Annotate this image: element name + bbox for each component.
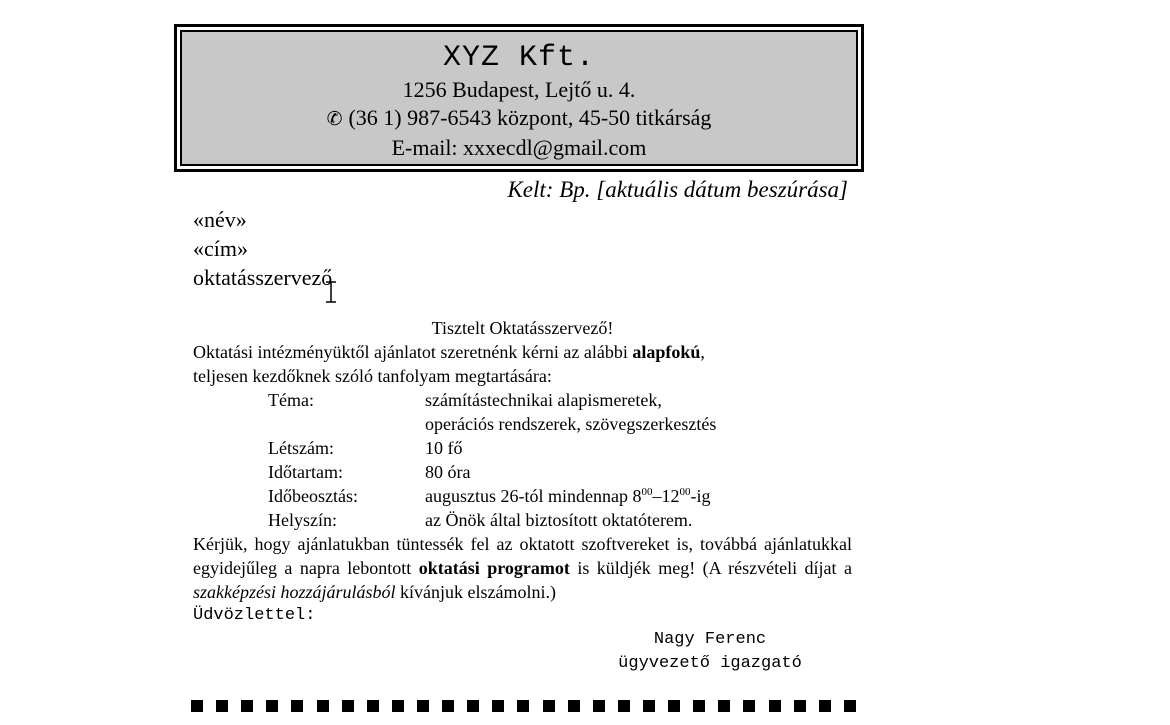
separator-dash bbox=[543, 700, 555, 712]
request-bold: oktatási programot bbox=[418, 558, 570, 578]
detail-value: az Önök által biztosított oktatóterem. bbox=[425, 510, 693, 530]
letter-body bbox=[193, 316, 852, 628]
company-email: E-mail: xxxecdl@gmail.com bbox=[391, 135, 647, 160]
separator-dash bbox=[291, 700, 303, 712]
request-text-3: kívánjuk elszámolni.) bbox=[395, 582, 556, 602]
recipient-name-field[interactable]: «név» bbox=[193, 207, 247, 232]
separator-dash bbox=[643, 700, 655, 712]
detail-label: Időbeosztás: bbox=[268, 486, 358, 506]
phone-icon: ✆ bbox=[326, 109, 343, 130]
text-cursor-icon bbox=[325, 281, 337, 303]
separator-dash bbox=[844, 700, 856, 712]
topic-value-2: operációs rendszerek, szövegszerkesztés bbox=[425, 414, 717, 434]
separator-dash bbox=[794, 700, 806, 712]
separator-dash bbox=[191, 700, 203, 712]
request-paragraph bbox=[193, 532, 852, 604]
separator-dash bbox=[568, 700, 580, 712]
company-name: XYZ Kft. bbox=[442, 41, 596, 75]
separator-dash bbox=[718, 700, 730, 712]
detail-row bbox=[268, 460, 852, 484]
separator-dash bbox=[618, 700, 630, 712]
separator-dash bbox=[819, 700, 831, 712]
intro-line-2: teljesen kezdőknek szóló tanfolyam megtartására: bbox=[193, 366, 552, 386]
request-italic: szakképzési hozzájárulásból bbox=[193, 582, 396, 602]
separator-dash bbox=[467, 700, 479, 712]
letterhead-box bbox=[174, 24, 864, 172]
detail-row bbox=[268, 484, 852, 508]
request-text-1: Kérjük, hogy ajánlatukban tüntessék fel az oktatott szoftvereket is, továbbá ajánlatukkal egyidejűleg a napra lebontott bbox=[193, 534, 852, 578]
schedule-sup-2: 00 bbox=[679, 486, 691, 498]
detail-row bbox=[268, 388, 852, 436]
company-phone-line bbox=[182, 104, 856, 134]
detail-row bbox=[268, 508, 852, 532]
recipient-role: oktatásszervező bbox=[193, 265, 333, 290]
detail-label: Helyszín: bbox=[268, 510, 337, 530]
detail-value: 80 óra bbox=[425, 462, 471, 482]
separator-dash bbox=[442, 700, 454, 712]
separator-dash bbox=[743, 700, 755, 712]
separator-dash bbox=[266, 700, 278, 712]
signature-block bbox=[560, 628, 860, 676]
detail-label: Időtartam: bbox=[268, 462, 343, 482]
separator-dash bbox=[417, 700, 429, 712]
schedule-pre: augusztus 26-tól mindennap 8 bbox=[425, 486, 642, 506]
schedule-post: -ig bbox=[690, 486, 711, 506]
separator-dash bbox=[517, 700, 529, 712]
company-address: 1256 Budapest, Lejtő u. 4. bbox=[402, 77, 636, 102]
detail-value bbox=[425, 388, 852, 436]
separator-dash bbox=[769, 700, 781, 712]
detail-row bbox=[268, 436, 852, 460]
course-details bbox=[268, 388, 852, 532]
separator-dash bbox=[668, 700, 680, 712]
recipient-address-field[interactable]: «cím» bbox=[193, 236, 248, 261]
separator-dash bbox=[241, 700, 253, 712]
separator-dash bbox=[367, 700, 379, 712]
detail-label: Téma: bbox=[268, 390, 314, 410]
detail-value bbox=[425, 484, 852, 508]
schedule-sup-1: 00 bbox=[641, 486, 653, 498]
closing: Üdvözlettel: bbox=[193, 606, 316, 625]
separator-dash bbox=[593, 700, 605, 712]
separator-dash bbox=[317, 700, 329, 712]
recipient-block bbox=[193, 205, 332, 292]
separator-dash bbox=[216, 700, 228, 712]
page-break-line bbox=[191, 700, 856, 712]
greeting: Tisztelt Oktatásszervező! bbox=[431, 318, 614, 338]
schedule-mid: –12 bbox=[652, 486, 680, 506]
detail-value: 10 fő bbox=[425, 438, 463, 458]
detail-label: Létszám: bbox=[268, 438, 334, 458]
separator-dash bbox=[342, 700, 354, 712]
signer-title: ügyvezető igazgató bbox=[618, 654, 802, 673]
intro-bold: alapfokú bbox=[632, 342, 701, 362]
separator-dash bbox=[392, 700, 404, 712]
request-text-2: is küldjék meg! (A részvételi díjat a bbox=[569, 558, 852, 578]
topic-value-1: számítástechnikai alapismeretek, bbox=[425, 390, 662, 410]
separator-dash bbox=[693, 700, 705, 712]
letterhead-inner bbox=[180, 30, 858, 166]
company-phone: (36 1) 987-6543 központ, 45-50 titkárság bbox=[348, 105, 712, 130]
intro-comma: , bbox=[700, 342, 705, 362]
date-line: Kelt: Bp. [aktuális dátum beszúrása] bbox=[507, 177, 848, 202]
separator-dash bbox=[492, 700, 504, 712]
intro-paragraph bbox=[193, 340, 852, 388]
signer-name: Nagy Ferenc bbox=[653, 630, 767, 649]
intro-text: Oktatási intézményüktől ajánlatot szeretnénk kérni az alábbi bbox=[193, 342, 633, 362]
